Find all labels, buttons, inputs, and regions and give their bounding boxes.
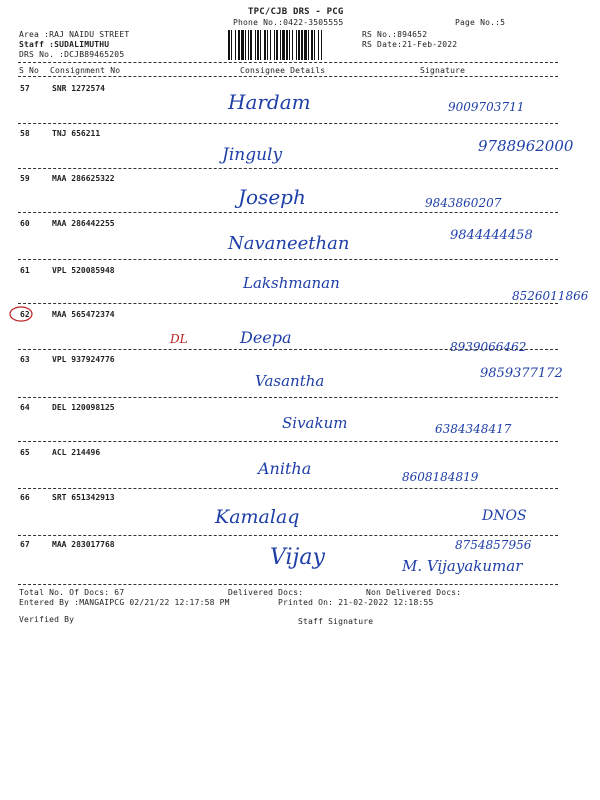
non-delivered-docs: Non Delivered Docs: [366,588,462,597]
delivered-docs: Delivered Docs: [228,588,304,597]
handwritten-name: Vasantha [255,372,325,390]
handwritten-phone: 8754857956 [455,538,532,552]
rs-number: RS No.:894652 [362,30,428,39]
handwritten-phone: 8939066462 [450,340,527,354]
col-consignment: Consignment No [50,66,121,75]
handwritten-name: Jinguly [222,145,283,165]
handwritten-phone: 9009703711 [448,100,525,114]
row-sno: 67 [20,540,30,549]
handwritten-phone: 9859377172 [480,366,563,381]
handwritten-name: Kamalaq [215,506,300,528]
row-consignment: MAA 283017768 [52,540,115,549]
barcode-image [228,30,352,60]
printed-on: Printed On: 21-02-2022 12:18:55 [278,598,434,607]
red-dl-mark: DL [170,332,188,346]
row-consignment: VPL 520085948 [52,266,115,275]
handwritten-signature: M. Vijayakumar [402,557,523,575]
handwritten-phone: 8526011866 [512,289,589,303]
row-sno: 63 [20,355,30,364]
handwritten-name: Deepa [240,328,292,347]
row-sno: 57 [20,84,30,93]
doc-title: TPC/CJB DRS - PCG [248,7,344,17]
row-divider [18,259,558,260]
header-divider [18,62,558,63]
row-divider [18,212,558,213]
row-consignment: SRT 651342913 [52,493,115,502]
handwritten-name: Hardam [228,90,311,114]
handwritten-phone: 9788962000 [478,137,574,155]
row-consignment: TNJ 656211 [52,129,101,138]
staff-signature: Staff Signature [298,617,374,626]
staff-label: Staff :SUDALIMUTHU [19,40,110,49]
handwritten-phone: 6384348417 [435,422,512,436]
header-divider-bottom [18,76,558,77]
row-divider [18,349,558,350]
row-divider [18,584,558,585]
row-consignment: VPL 937924776 [52,355,115,364]
phone-number: Phone No.:0422-3505555 [233,18,344,27]
col-signature: Signature [420,66,466,75]
handwritten-name: Sivakum [282,414,348,432]
handwritten-phone: 9843860207 [425,196,502,210]
row-sno: 62 [20,310,30,319]
row-sno: 64 [20,403,30,412]
drs-number: DRS No. :DCJB89465205 [19,50,125,59]
entered-by: Entered By :MANGAIPCG 02/21/22 12:17:58 PM [19,598,230,607]
total-docs: Total No. Of Docs: 67 [19,588,125,597]
handwritten-phone: 9844444458 [450,228,533,243]
row-divider [18,123,558,124]
row-consignment: MAA 565472374 [52,310,115,319]
col-consignee: Consignee Details [240,66,326,75]
row-sno: 60 [20,219,30,228]
row-consignment: SNR 1272574 [52,84,105,93]
handwritten-signature: DNOS [482,508,527,524]
row-divider [18,535,558,536]
handwritten-name: Vijay [270,545,325,570]
row-divider [18,168,558,169]
handwritten-name: Joseph [238,185,306,209]
row-consignment: DEL 120098125 [52,403,115,412]
row-divider [18,488,558,489]
row-consignment: MAA 286442255 [52,219,115,228]
handwritten-phone: 8608184819 [402,470,479,484]
row-sno: 58 [20,129,30,138]
row-divider [18,303,558,304]
handwritten-name: Anitha [258,459,312,478]
area-label: Area :RAJ NAIDU STREET [19,30,130,39]
row-consignment: ACL 214496 [52,448,101,457]
row-sno: 66 [20,493,30,502]
row-sno: 59 [20,174,30,183]
handwritten-name: Navaneethan [228,233,350,254]
row-sno: 65 [20,448,30,457]
page-number: Page No.:5 [455,18,506,27]
row-divider [18,397,558,398]
handwritten-name: Lakshmanan [243,274,340,292]
verified-by: Verified By [19,615,75,624]
row-divider [18,441,558,442]
row-consignment: MAA 286625322 [52,174,115,183]
rs-date: RS Date:21-Feb-2022 [362,40,458,49]
col-sno: S No [19,66,40,75]
row-sno: 61 [20,266,30,275]
